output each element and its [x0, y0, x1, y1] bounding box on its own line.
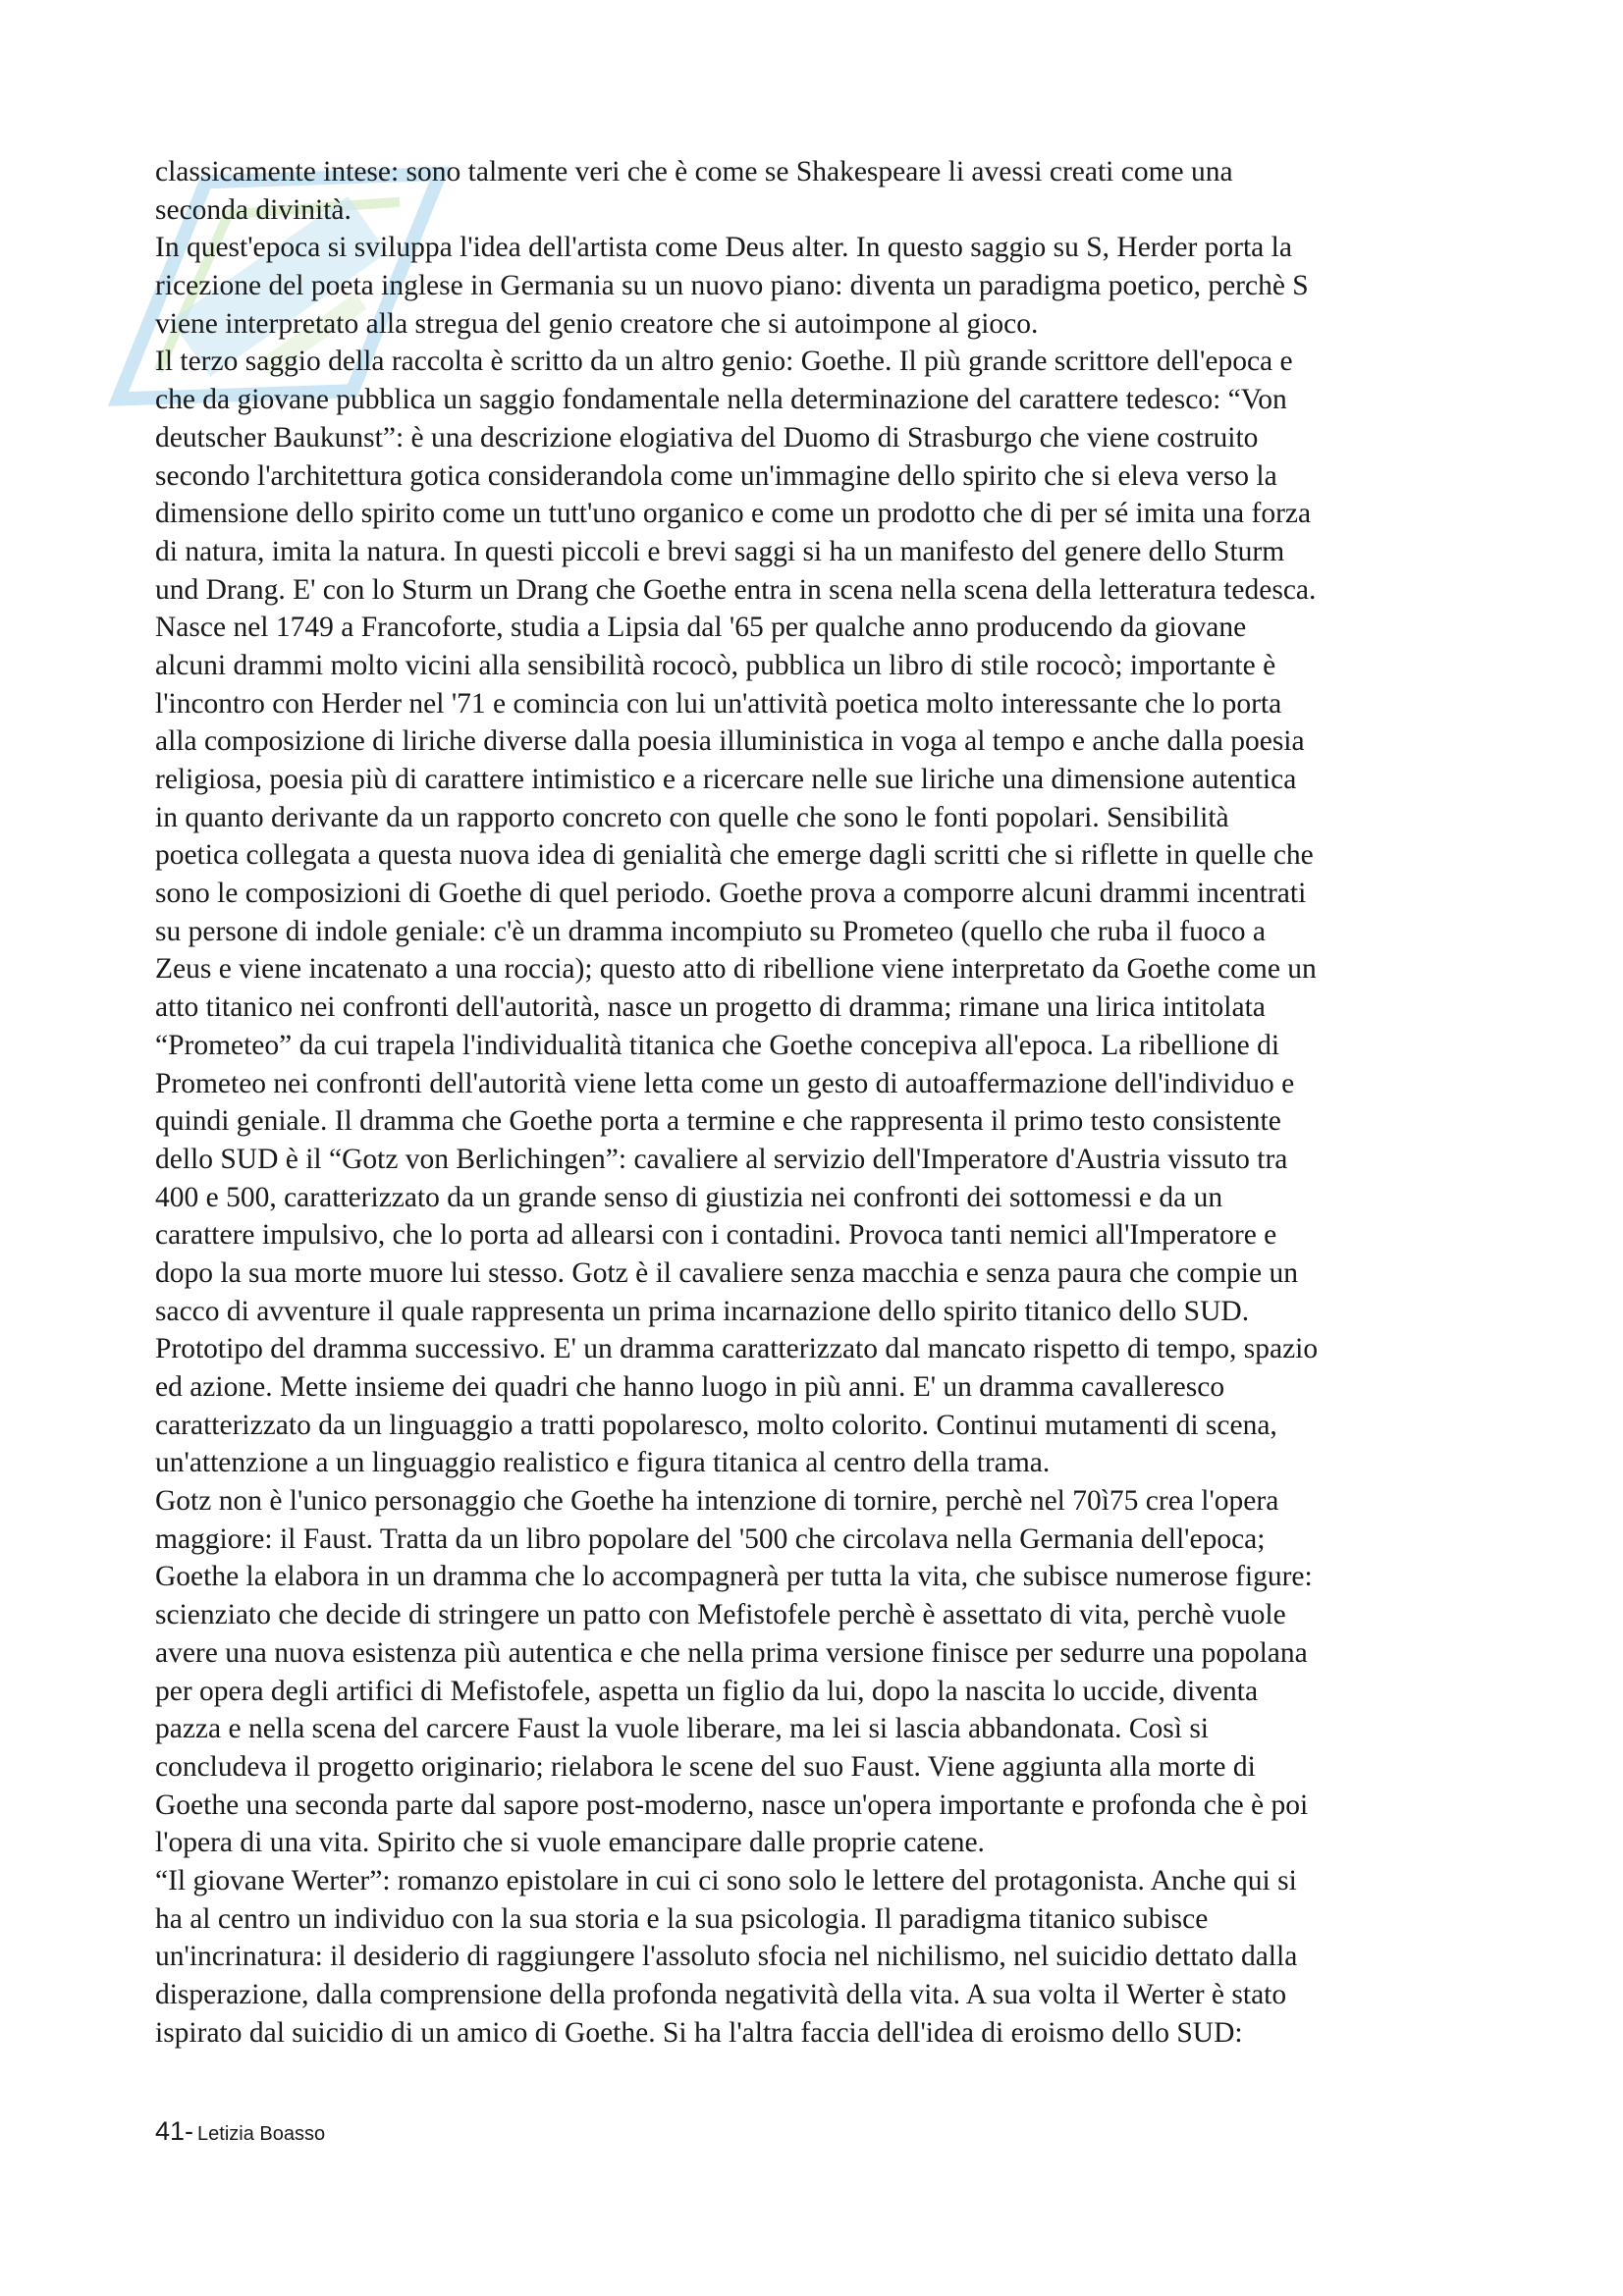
text-line: disperazione, dalla comprensione della profonda negatività della vita. A sua volta il Werter è stato — [155, 1979, 1287, 2010]
text-line: Goethe una seconda parte dal sapore post-moderno, nasce un'opera importante e profonda che è poi — [155, 1789, 1309, 1821]
text-line: atto titanico nei confronti dell'autorità, nasce un progetto di dramma; rimane una lirica intitolata — [155, 991, 1266, 1024]
text-line: ha al centro un individuo con la sua storia e la sua psicologia. Il paradigma titanico subisce — [155, 1902, 1209, 1935]
text-line: In quest'epoca si sviluppa l'idea dell'artista come Deus alter. In questo saggio su S, Herder porta la — [155, 232, 1292, 264]
text-line: ispirato dal suicidio di un amico di Goethe. Si ha l'altra faccia dell'idea di eroismo dello SUD: — [155, 2016, 1243, 2049]
text-line: und Drang. E' con lo Sturm un Drang che Goethe entra in scena nella scena della letteratura tedesca. — [155, 573, 1317, 606]
text-line: scienziato che decide di stringere un patto con Mefistofele perchè è assettato di vita, perchè vuole — [155, 1599, 1286, 1631]
text-line: Il terzo saggio della raccolta è scritto da un altro genio: Goethe. Il più grande scrittore dell'epoca e — [155, 346, 1293, 378]
text-line: maggiore: il Faust. Tratta da un libro popolare del '500 che circolava nella Germania dell'epoca; — [155, 1522, 1266, 1555]
footer-author: Letizia Boasso — [197, 2123, 326, 2145]
text-line: sono le composizioni di Goethe di quel periodo. Goethe prova a comporre alcuni drammi incentrati — [155, 878, 1307, 910]
text-line: sacco di avventure il quale rappresenta un prima incarnazione dello spirito titanico dello SUD. — [155, 1295, 1250, 1327]
text-line: dopo la sua morte muore lui stesso. Gotz è il cavaliere senza macchia e senza paura che compie un — [155, 1256, 1298, 1289]
text-line: che da giovane pubblica un saggio fondamentale nella determinazione del carattere tedesco: “Von — [155, 384, 1287, 416]
text-line: poetica collegata a questa nuova idea di genialità che emerge dagli scritti che si riflette in quelle che — [155, 839, 1314, 872]
text-line: “Prometeo” da cui trapela l'individualità titanica che Goethe concepiva all'epoca. La ribellione di — [155, 1029, 1280, 1061]
text-line: carattere impulsivo, che lo porta ad allearsi con i contadini. Provoca tanti nemici all'Imperatore e — [155, 1219, 1277, 1252]
text-line: dimensione dello spirito come un tutt'uno organico e come un prodotto che di per sé imita una forza — [155, 498, 1312, 530]
page-footer — [155, 2116, 325, 2147]
text-line: 400 e 500, caratterizzato da un grande senso di giustizia nei confronti dei sottomessi e da un — [155, 1181, 1223, 1213]
text-line: dello SUD è il “Gotz von Berlichingen”: cavaliere al servizio dell'Imperatore d'Austria vissuto tra — [155, 1143, 1288, 1175]
text-line: Goethe la elabora in un dramma che lo accompagnerà per tutta la vita, che subisce numerose figure: — [155, 1561, 1313, 1593]
text-line: alcuni drammi molto vicini alla sensibilità rococò, pubblica un libro di stile rococò; importante è — [155, 649, 1276, 681]
text-line: Gotz non è l'unico personaggio che Goethe ha intenzione di tornire, perchè nel 70ì75 crea l'opera — [155, 1485, 1279, 1518]
text-line: di natura, imita la natura. In questi piccoli e brevi saggi si ha un manifesto del genere dello Sturm — [155, 535, 1285, 567]
text-line: caratterizzato da un linguaggio a tratti popolaresco, molto colorito. Continui mutamenti di scena, — [155, 1409, 1277, 1441]
page-number: 41- — [155, 2116, 194, 2146]
document-body — [155, 153, 1481, 2052]
text-line: pazza e nella scena del carcere Faust la vuole liberare, ma lei si lascia abbandonata. Così si — [155, 1713, 1209, 1745]
text-line: Nasce nel 1749 a Francoforte, studia a Lipsia dal '65 per qualche anno producendo da giovane — [155, 612, 1247, 644]
text-line: classicamente intese: sono talmente veri che è come se Shakespeare li avessi creati come una — [155, 156, 1233, 187]
text-line: un'incrinatura: il desiderio di raggiungere l'assoluto sfocia nel nichilismo, nel suicidio dettato dalla — [155, 1941, 1298, 1973]
text-line: Zeus e viene incatenato a una roccia); questo atto di ribellione viene interpretato da Goethe come un — [155, 953, 1317, 986]
text-line: l'opera di una vita. Spirito che si vuole emancipare dalle proprie catene. — [155, 1827, 985, 1859]
text-line: concludeva il progetto originario; rielabora le scene del suo Faust. Viene aggiunta alla morte di — [155, 1750, 1256, 1783]
text-line: l'incontro con Herder nel '71 e comincia con lui un'attività poetica molto interessante che lo porta — [155, 687, 1282, 720]
text-line: alla composizione di liriche diverse dalla poesia illuministica in voga al tempo e anche dalla poesia — [155, 725, 1305, 758]
text-line: su persone di indole geniale: c'è un dramma incompiuto su Prometeo (quello che ruba il fuoco a — [155, 915, 1266, 947]
text-line: Prototipo del dramma successivo. E' un dramma caratterizzato dal mancato rispetto di tempo, spazio — [155, 1333, 1319, 1365]
text-line: un'attenzione a un linguaggio realistico e figura titanica al centro della trama. — [155, 1447, 1051, 1479]
text-line: ricezione del poeta inglese in Germania su un nuovo piano: diventa un paradigma poetico, perchè S — [155, 270, 1309, 302]
text-line: Prometeo nei confronti dell'autorità viene letta come un gesto di autoaffermazione dell'individuo e — [155, 1067, 1295, 1099]
text-line: religiosa, poesia più di carattere intimistico e a ricercare nelle sue liriche una dimensione autentica — [155, 764, 1297, 795]
text-line: ed azione. Mette insieme dei quadri che hanno luogo in più anni. E' un dramma cavalleresco — [155, 1371, 1225, 1403]
text-line: secondo l'architettura gotica considerandola come un'immagine dello spirito che si eleva verso la — [155, 459, 1277, 492]
text-line: viene interpretato alla stregua del genio creatore che si autoimpone al gioco. — [155, 307, 1039, 340]
text-line: seconda divinità. — [155, 193, 352, 226]
text-line: in quanto derivante da un rapporto concreto con quelle che sono le fonti popolari. Sensibilità — [155, 801, 1229, 833]
text-line: “Il giovane Werter”: romanzo epistolare in cui ci sono solo le lettere del protagonista. Anche qui si — [155, 1864, 1297, 1896]
text-line: deutscher Baukunst”: è una descrizione elogiativa del Duomo di Strasburgo che viene costruito — [155, 421, 1259, 454]
text-line: avere una nuova esistenza più autentica e che nella prima versione finisce per sedurre una popolana — [155, 1636, 1308, 1669]
text-line: per opera degli artifici di Mefistofele, aspetta un figlio da lui, dopo la nascita lo uccide, diventa — [155, 1675, 1259, 1707]
text-line: quindi geniale. Il dramma che Goethe porta a termine e che rappresenta il primo testo consistente — [155, 1105, 1281, 1138]
